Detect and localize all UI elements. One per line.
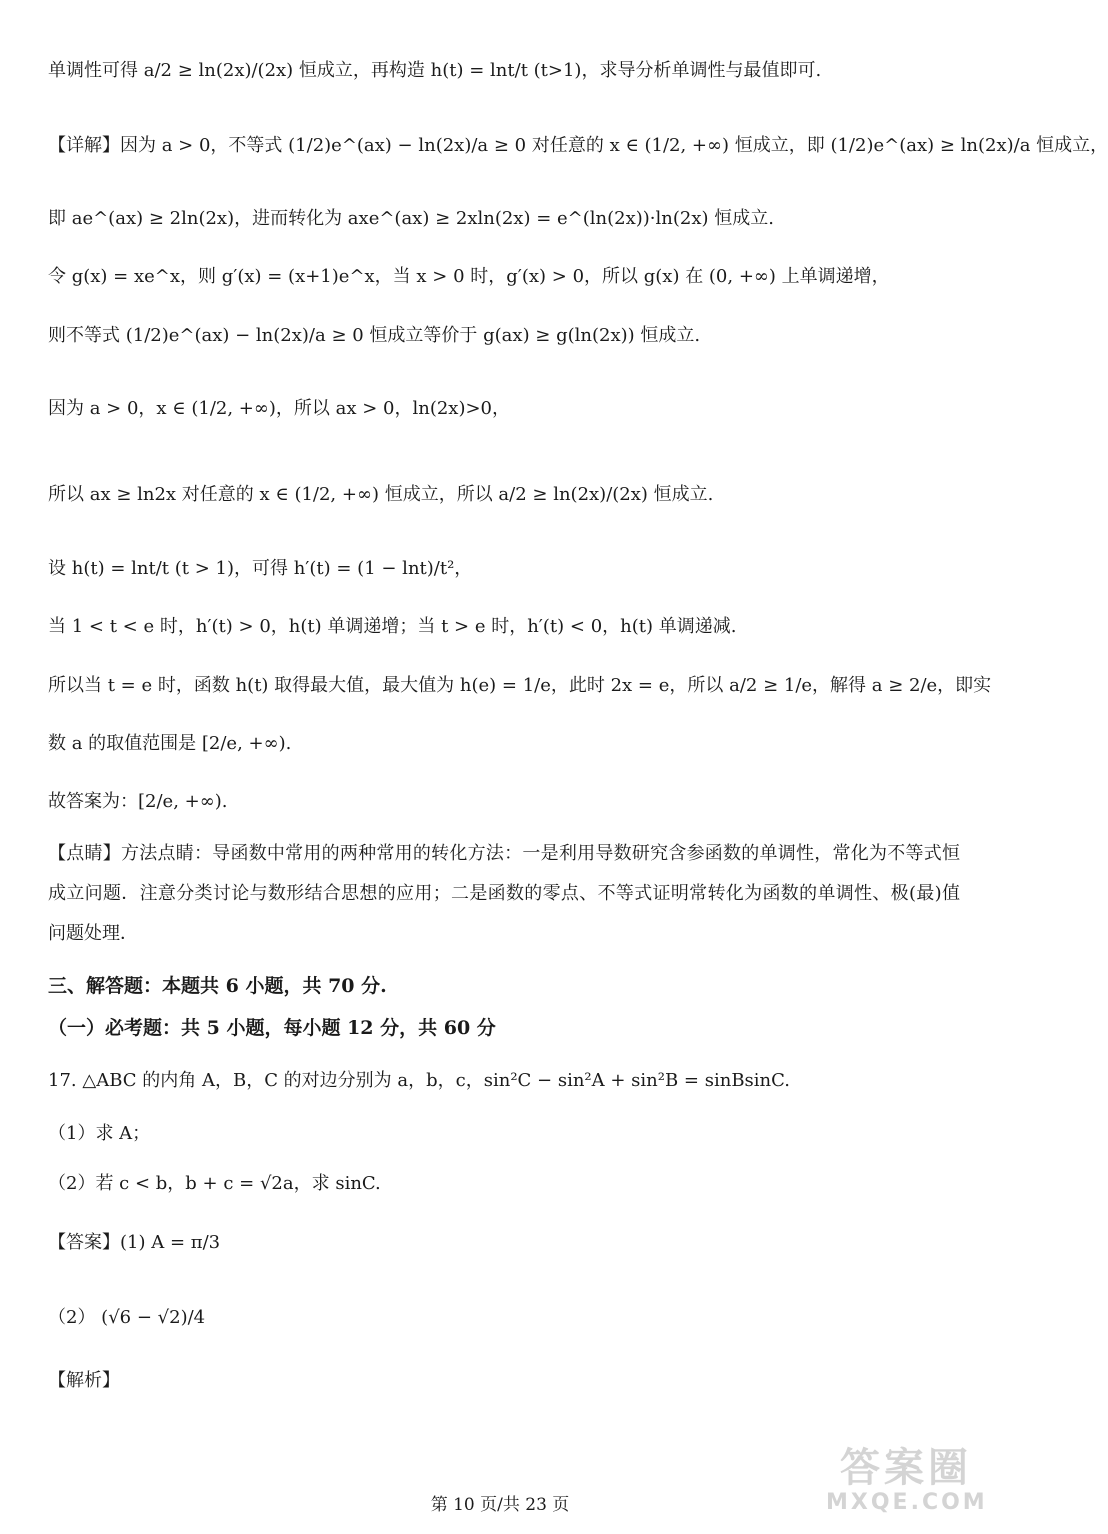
tip-paragraph: 【点睛】方法点睛：导函数中常用的两种常用的转化方法：一是利用导数研究含参函数的单调性，常化为不等式恒成立问题．注意分类讨论与数形结合思想的应用；二是函数的零点、不等式证明常转化为函数的单调性、极(最)值问题处理． [48,843,960,944]
text-line: 因为 a > 0，x ∈ (1/2, +∞)，所以 ax > 0，ln(2x)>0， [48,398,510,419]
watermark-en: MXQE.COM [826,1490,988,1515]
text-line: 设 h(t) = lnt/t (t > 1)，可得 h′(t) = (1 − lnt)/t²， [48,558,473,579]
question-17: 17. △ABC 的内角 A，B，C 的对边分别为 a，b，c，sin²C − sin²A + sin²B = sinBsinC. [48,1070,790,1091]
analysis-label: 【解析】 [48,1370,120,1391]
answer-part-2: （2） (√6 − √2)/4 [48,1307,206,1328]
text-line: 所以 ax ≥ ln2x 对任意的 x ∈ (1/2, +∞) 恒成立，所以 a/2 ≥ ln(2x)/(2x) 恒成立. [48,484,714,505]
question-part-1: （1）求 A； [48,1123,151,1144]
text-line: 单调性可得 a/2 ≥ ln(2x)/(2x) 恒成立，再构造 h(t) = lnt/t (t>1)，求导分析单调性与最值即可. [48,60,822,81]
watermark-cn: 答案圈 [840,1445,972,1491]
section-heading: 三、解答题：本题共 6 小题，共 70 分. [48,975,387,997]
watermark-logo [826,1446,986,1526]
text-line: 即 ae^(ax) ≥ 2ln(2x)，进而转化为 axe^(ax) ≥ 2xln(2x) = e^(ln(2x))·ln(2x) 恒成立. [48,208,774,229]
text-line: 【详解】因为 a > 0，不等式 (1/2)e^(ax) − ln(2x)/a ≥ 0 对任意的 x ∈ (1/2, +∞) 恒成立，即 (1/2)e^(ax) ≥ ln(2x)/a 恒成立， [48,135,1108,156]
text-line: 故答案为：[2/e, +∞). [48,791,228,812]
text-line: 数 a 的取值范围是 [2/e, +∞). [48,733,292,754]
text-line: 令 g(x) = xe^x，则 g′(x) = (x+1)e^x，当 x > 0 时，g′(x) > 0，所以 g(x) 在 (0, +∞) 上单调递增， [48,266,890,287]
subsection-heading: （一）必考题：共 5 小题，每小题 12 分，共 60 分 [48,1017,496,1039]
question-part-2: （2）若 c < b，b + c = √2a，求 sinC. [48,1173,381,1194]
text-line: 则不等式 (1/2)e^(ax) − ln(2x)/a ≥ 0 恒成立等价于 g(ax) ≥ g(ln(2x)) 恒成立. [48,325,701,346]
text-line: 所以当 t = e 时，函数 h(t) 取得最大值，最大值为 h(e) = 1/e，此时 2x = e，所以 a/2 ≥ 1/e，解得 a ≥ 2/e，即实 [48,675,992,696]
page-number: 第 10 页/共 23 页 [430,1495,570,1515]
text-line: 当 1 < t < e 时，h′(t) > 0，h(t) 单调递增；当 t > e 时，h′(t) < 0，h(t) 单调递减. [48,616,737,637]
answer-line: 【答案】(1) A = π/3 [48,1232,221,1253]
